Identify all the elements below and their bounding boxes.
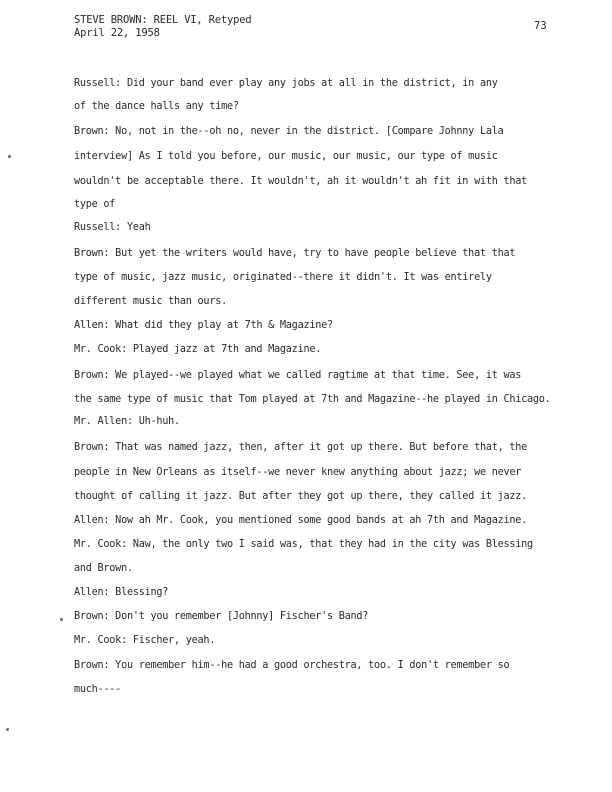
transcript-line: wouldn't be acceptable there. It wouldn't, ah it wouldn't ah fit in with that [74,176,528,187]
page-number: 73 [534,20,547,32]
header-title: STEVE BROWN: REEL VI, Retyped [74,14,252,26]
transcript-line: Brown: You remember him--he had a good orchestra, too. I don't remember so [74,660,510,671]
transcript-line: Brown: Don't you remember [Johnny] Fischer's Band? [74,611,369,622]
transcript-line: different music than ours. [74,296,227,307]
transcript-line: interview] As I told you before, our music, our music, our type of music [74,151,498,162]
transcript-line: Mr. Cook: Played jazz at 7th and Magazine. [74,344,322,355]
transcript-line: much---- [74,684,122,695]
transcript-line: Mr. Allen: Uh-huh. [74,416,180,427]
transcript-line: Allen: Blessing? [74,587,169,598]
transcript-line: Russell: Did your band ever play any jobs at all in the district, in any [74,78,498,89]
transcript-line: Allen: Now ah Mr. Cook, you mentioned some good bands at ah 7th and Magazine. [74,515,528,526]
transcript-line: Brown: That was named jazz, then, after it got up there. But before that, the [74,442,528,453]
scan-speck [6,728,9,731]
transcript-line: and Brown. [74,563,133,574]
transcript-line: people in New Orleans as itself--we never knew anything about jazz; we never [74,467,522,478]
transcript-line: Mr. Cook: Fischer, yeah. [74,635,216,646]
transcript-line: type of music, jazz music, originated--there it didn't. It was entirely [74,272,492,283]
transcript-line: of the dance halls any time? [74,101,239,112]
transcript-line: Russell: Yeah [74,222,151,233]
scan-speck [60,618,63,621]
transcript-line: Brown: No, not in the--oh no, never in the district. [Compare Johnny Lala [74,126,504,137]
transcript-line: Mr. Cook: Naw, the only two I said was, that they had in the city was Blessing [74,539,533,550]
transcript-line: Allen: What did they play at 7th & Magazine? [74,320,333,331]
transcript-line: type of [74,199,116,210]
header-date: April 22, 1958 [74,27,160,39]
transcript-line: Brown: We played--we played what we called ragtime at that time. See, it was [74,370,522,381]
transcript-line: the same type of music that Tom played at 7th and Magazine--he played in Chicago. [74,394,551,405]
scan-speck [8,155,11,158]
transcript-line: Brown: But yet the writers would have, try to have people believe that that [74,248,516,259]
transcript-line: thought of calling it jazz. But after they got up there, they called it jazz. [74,491,528,502]
